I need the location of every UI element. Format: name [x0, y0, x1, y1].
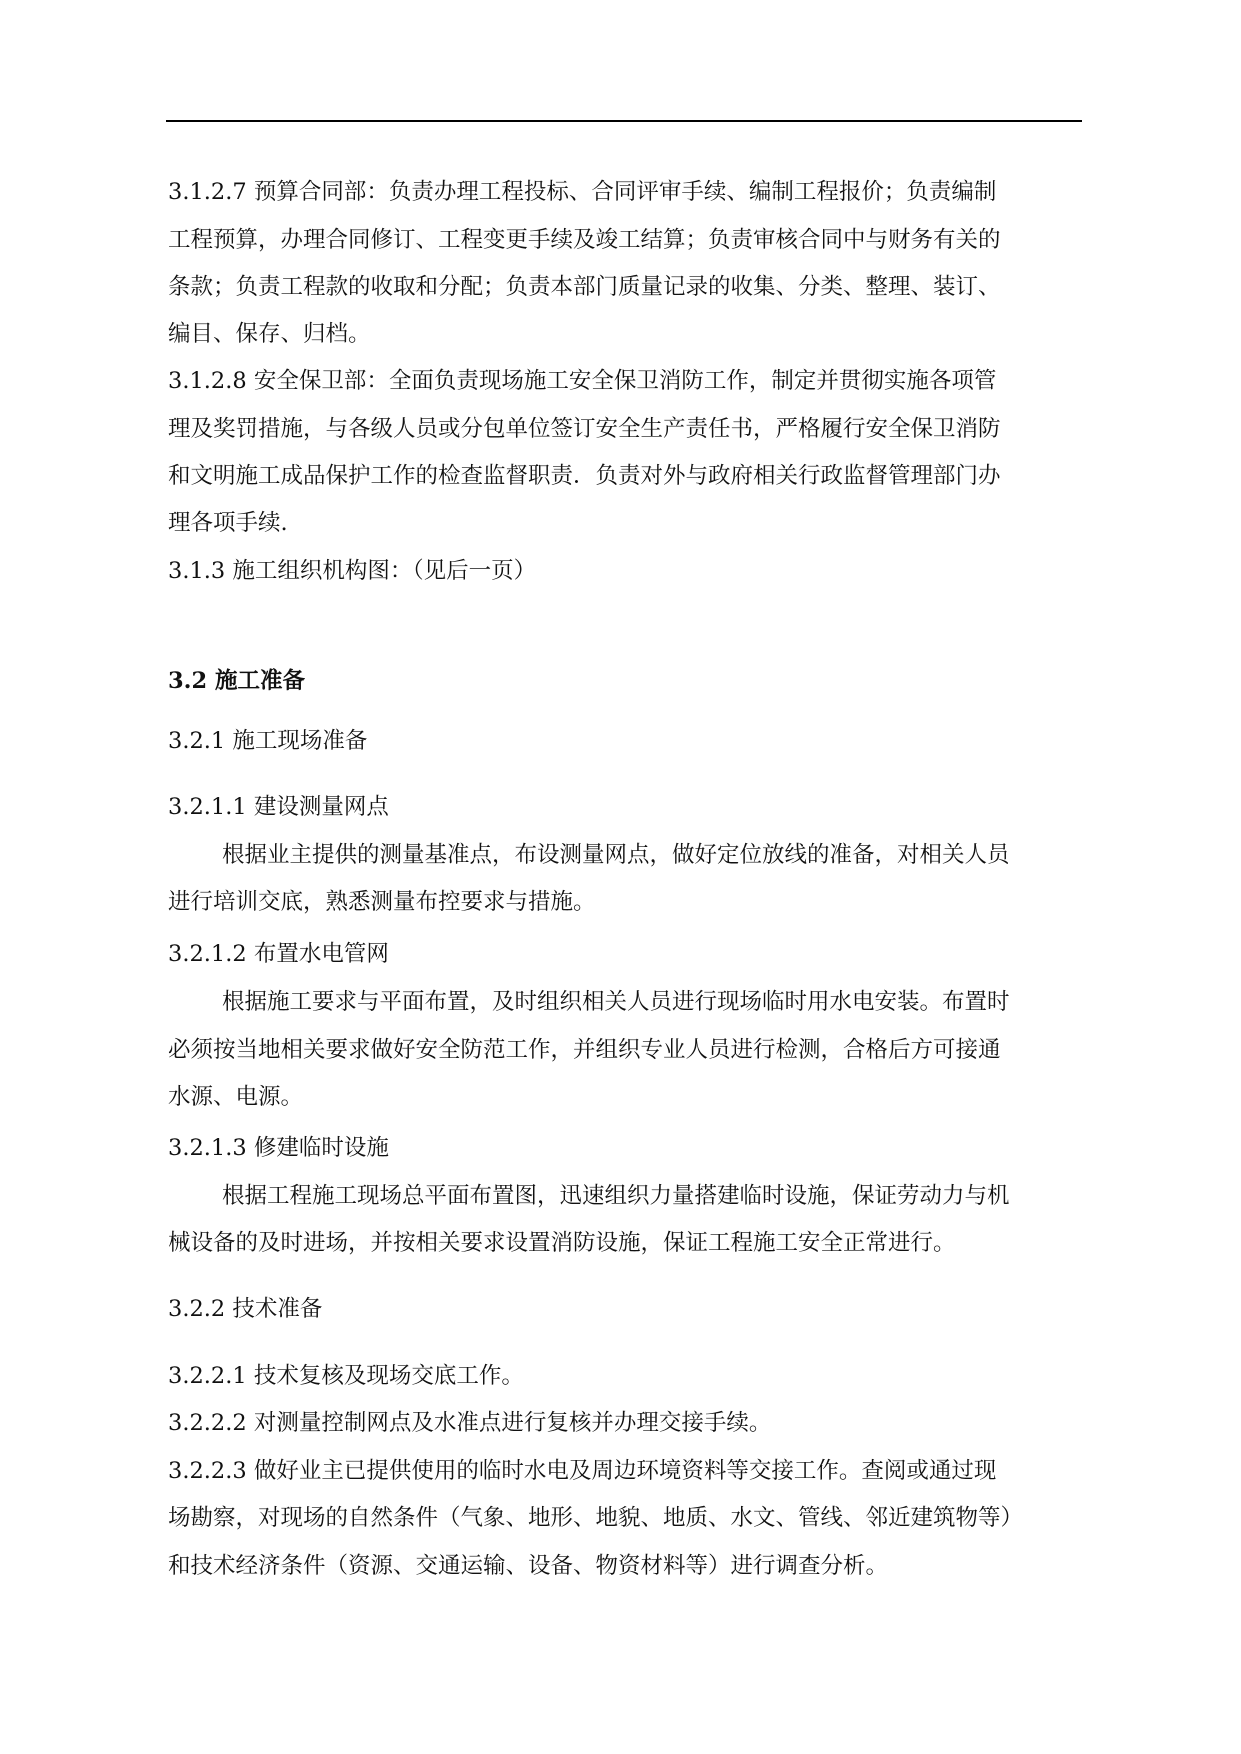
text-line: 根据业主提供的测量基准点，布设测量网点，做好定位放线的准备，对相关人员	[222, 842, 1010, 868]
text-line: 根据施工要求与平面布置，及时组织相关人员进行现场临时用水电安装。布置时	[222, 989, 1010, 1015]
text-line: 械设备的及时进场，并按相关要求设置消防设施，保证工程施工安全正常进行。	[168, 1230, 956, 1256]
subsection-heading: 3.2.1 施工现场准备	[168, 728, 368, 754]
subsection-heading: 3.2.2 技术准备	[168, 1296, 323, 1322]
text-line: 编目、保存、归档。	[168, 321, 371, 347]
text-line: 工程预算，办理合同修订、工程变更手续及竣工结算；负责审核合同中与财务有关的	[168, 227, 1001, 253]
text-line: 3.1.3 施工组织机构图：（见后一页）	[168, 558, 537, 584]
text-line: 必须按当地相关要求做好安全防范工作，并组织专业人员进行检测，合格后方可接通	[168, 1037, 1001, 1063]
text-line: 3.1.2.8 安全保卫部：全面负责现场施工安全保卫消防工作，制定并贯彻实施各项管	[168, 368, 997, 394]
text-line: 理及奖罚措施，与各级人员或分包单位签订安全生产责任书，严格履行安全保卫消防	[168, 416, 1001, 442]
text-line: 理各项手续.	[168, 510, 288, 536]
text-line: 场勘察，对现场的自然条件（气象、地形、地貌、地质、水文、管线、邻近建筑物等）	[168, 1505, 1024, 1531]
header-rule	[166, 120, 1082, 122]
section-heading: 3.2 施工准备	[168, 668, 305, 694]
text-line: 3.2.2.3 做好业主已提供使用的临时水电及周边环境资料等交接工作。查阅或通过现	[168, 1458, 997, 1484]
text-line: 和文明施工成品保护工作的检查监督职责．负责对外与政府相关行政监督管理部门办	[168, 463, 1001, 489]
item-heading: 3.2.1.3 修建临时设施	[168, 1135, 389, 1161]
text-line: 和技术经济条件（资源、交通运输、设备、物资材料等）进行调查分析。	[168, 1553, 889, 1579]
text-line: 水源、电源。	[168, 1084, 304, 1110]
text-line: 3.1.2.7 预算合同部：负责办理工程投标、合同评审手续、编制工程报价；负责编制	[168, 179, 997, 205]
text-line: 进行培训交底，熟悉测量布控要求与措施。	[168, 889, 596, 915]
text-line: 3.2.2.1 技术复核及现场交底工作。	[168, 1363, 524, 1389]
text-line: 3.2.2.2 对测量控制网点及水准点进行复核并办理交接手续。	[168, 1410, 772, 1436]
item-heading: 3.2.1.1 建设测量网点	[168, 794, 389, 820]
item-heading: 3.2.1.2 布置水电管网	[168, 941, 389, 967]
text-line: 条款；负责工程款的收取和分配；负责本部门质量记录的收集、分类、整理、装订、	[168, 274, 1001, 300]
text-line: 根据工程施工现场总平面布置图，迅速组织力量搭建临时设施，保证劳动力与机	[222, 1183, 1010, 1209]
